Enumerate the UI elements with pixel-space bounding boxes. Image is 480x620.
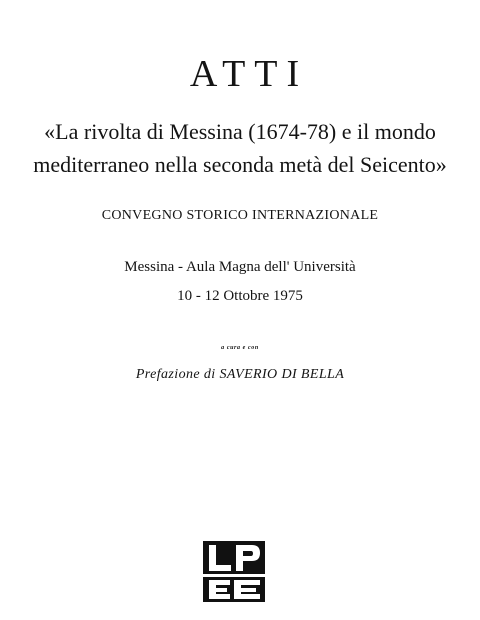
logo-small-mark xyxy=(209,580,230,599)
subtitle-line-1: «La rivolta di Messina (1674-78) e il mondo xyxy=(44,119,436,144)
conference-heading: CONVEGNO STORICO INTERNAZIONALE xyxy=(101,208,379,223)
publisher-logo xyxy=(203,541,265,602)
subtitle-line-2: mediterraneo nella seconda metà del Seicento» xyxy=(33,152,447,177)
volume-title: ATTI xyxy=(189,53,309,95)
venue-line: Messina - Aula Magna dell' Università xyxy=(124,259,356,275)
curator-note: a cura e con xyxy=(221,345,259,351)
preface-line: Prefazione di SAVERIO DI BELLA xyxy=(135,367,345,382)
dates-line: 10 - 12 Ottobre 1975 xyxy=(177,288,303,304)
